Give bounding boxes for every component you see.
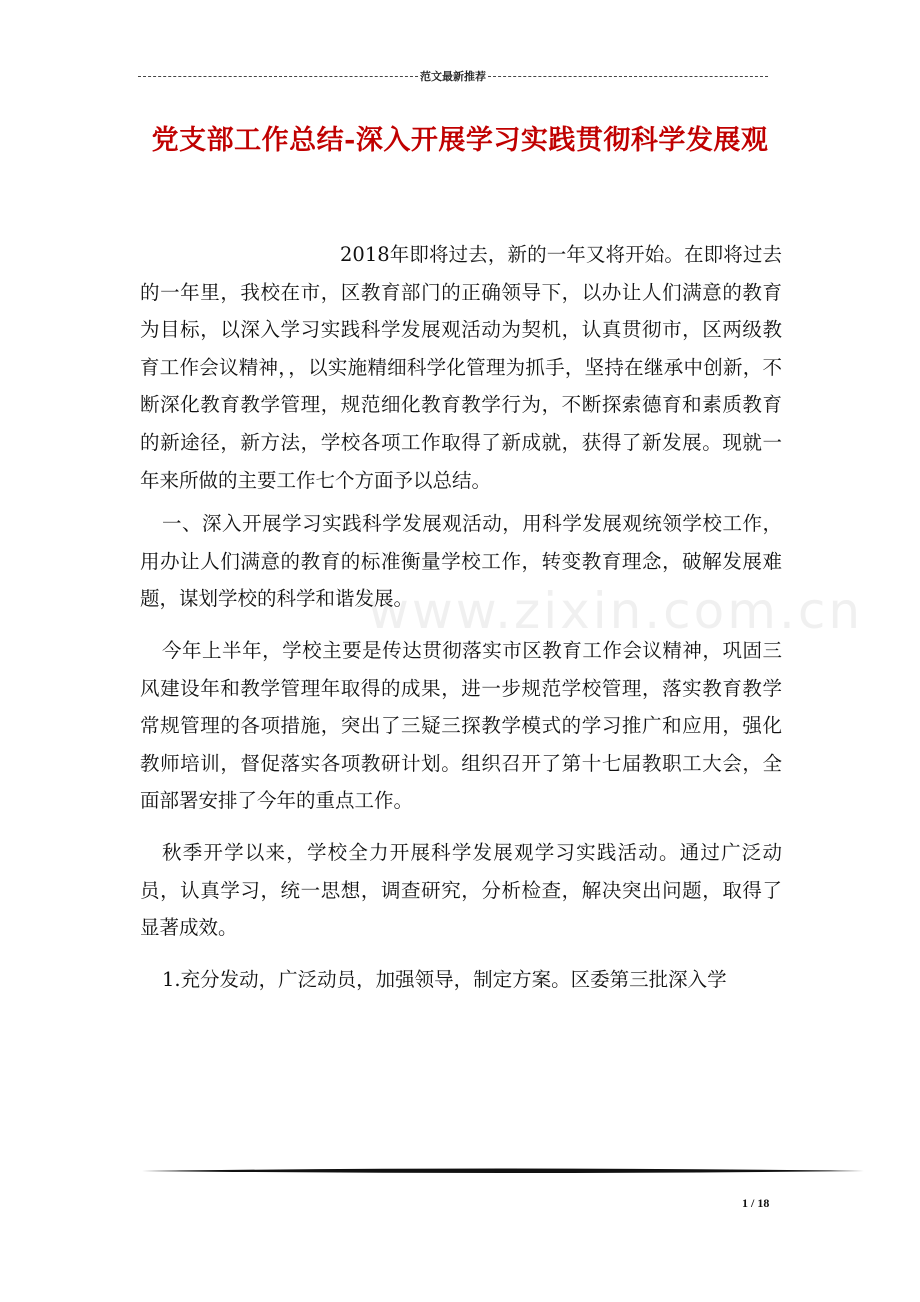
paragraph-first-half: 今年上半年，学校主要是传达贯彻落实市区教育工作会议精神，巩固三风建设年和教学管理年取得的成果，进一步规范学校管理，落实教育教学常规管理的各项措施，突出了三疑三探教学模式的学习推广和应用，强化教师培训，督促落实各项教研计划。组织召开了第十七届教职工大会，全面部署安排了今年的重点工作。 xyxy=(140,638,782,813)
paragraph-section-one: 一、深入开展学习实践科学发展观活动，用科学发展观统领学校工作，用办让人们满意的教育的标准衡量学校工作，转变教育理念，破解发展难题，谋划学校的科学和谐发展。 xyxy=(140,512,782,611)
footer-divider xyxy=(142,1166,864,1176)
document-title: 党支部工作总结-深入开展学习实践贯彻科学发展观 xyxy=(151,125,769,156)
header-dash-left xyxy=(138,76,418,77)
header-banner xyxy=(138,66,768,86)
paragraph-intro: 2018年即将过去，新的一年又将开始。在即将过去的一年里，我校在市，区教育部门的正确领导下，以办让人们满意的教育为目标，以深入学习实践科学发展观活动为契机，认真贯彻市，区两级教育工作会议精神，，以实施精细科学化管理为抓手，坚持在继承中创新，不断深化教育教学管理，规范细化教育教学行为，不断探索德育和素质教育的新途径，新方法，学校各项工作取得了新成就，获得了新发展。现就一年来所做的主要工作七个方面予以总结。 xyxy=(140,243,782,492)
document-body xyxy=(140,236,782,998)
header-label: 范文最新推荐 xyxy=(420,70,486,83)
header-dash-right xyxy=(488,76,768,77)
paragraph-item-one: 1.充分发动，广泛动员，加强领导，制定方案。区委第三批深入学 xyxy=(162,967,727,991)
page-number: 1 / 18 xyxy=(742,1196,770,1210)
paragraph-autumn: 秋季开学以来，学校全力开展科学发展观学习实践活动。通过广泛动员，认真学习，统一思想，调查研究，分析检查，解决突出问题，取得了显著成效。 xyxy=(140,840,782,940)
watermark-text: www.zixin.com.cn xyxy=(368,582,864,640)
